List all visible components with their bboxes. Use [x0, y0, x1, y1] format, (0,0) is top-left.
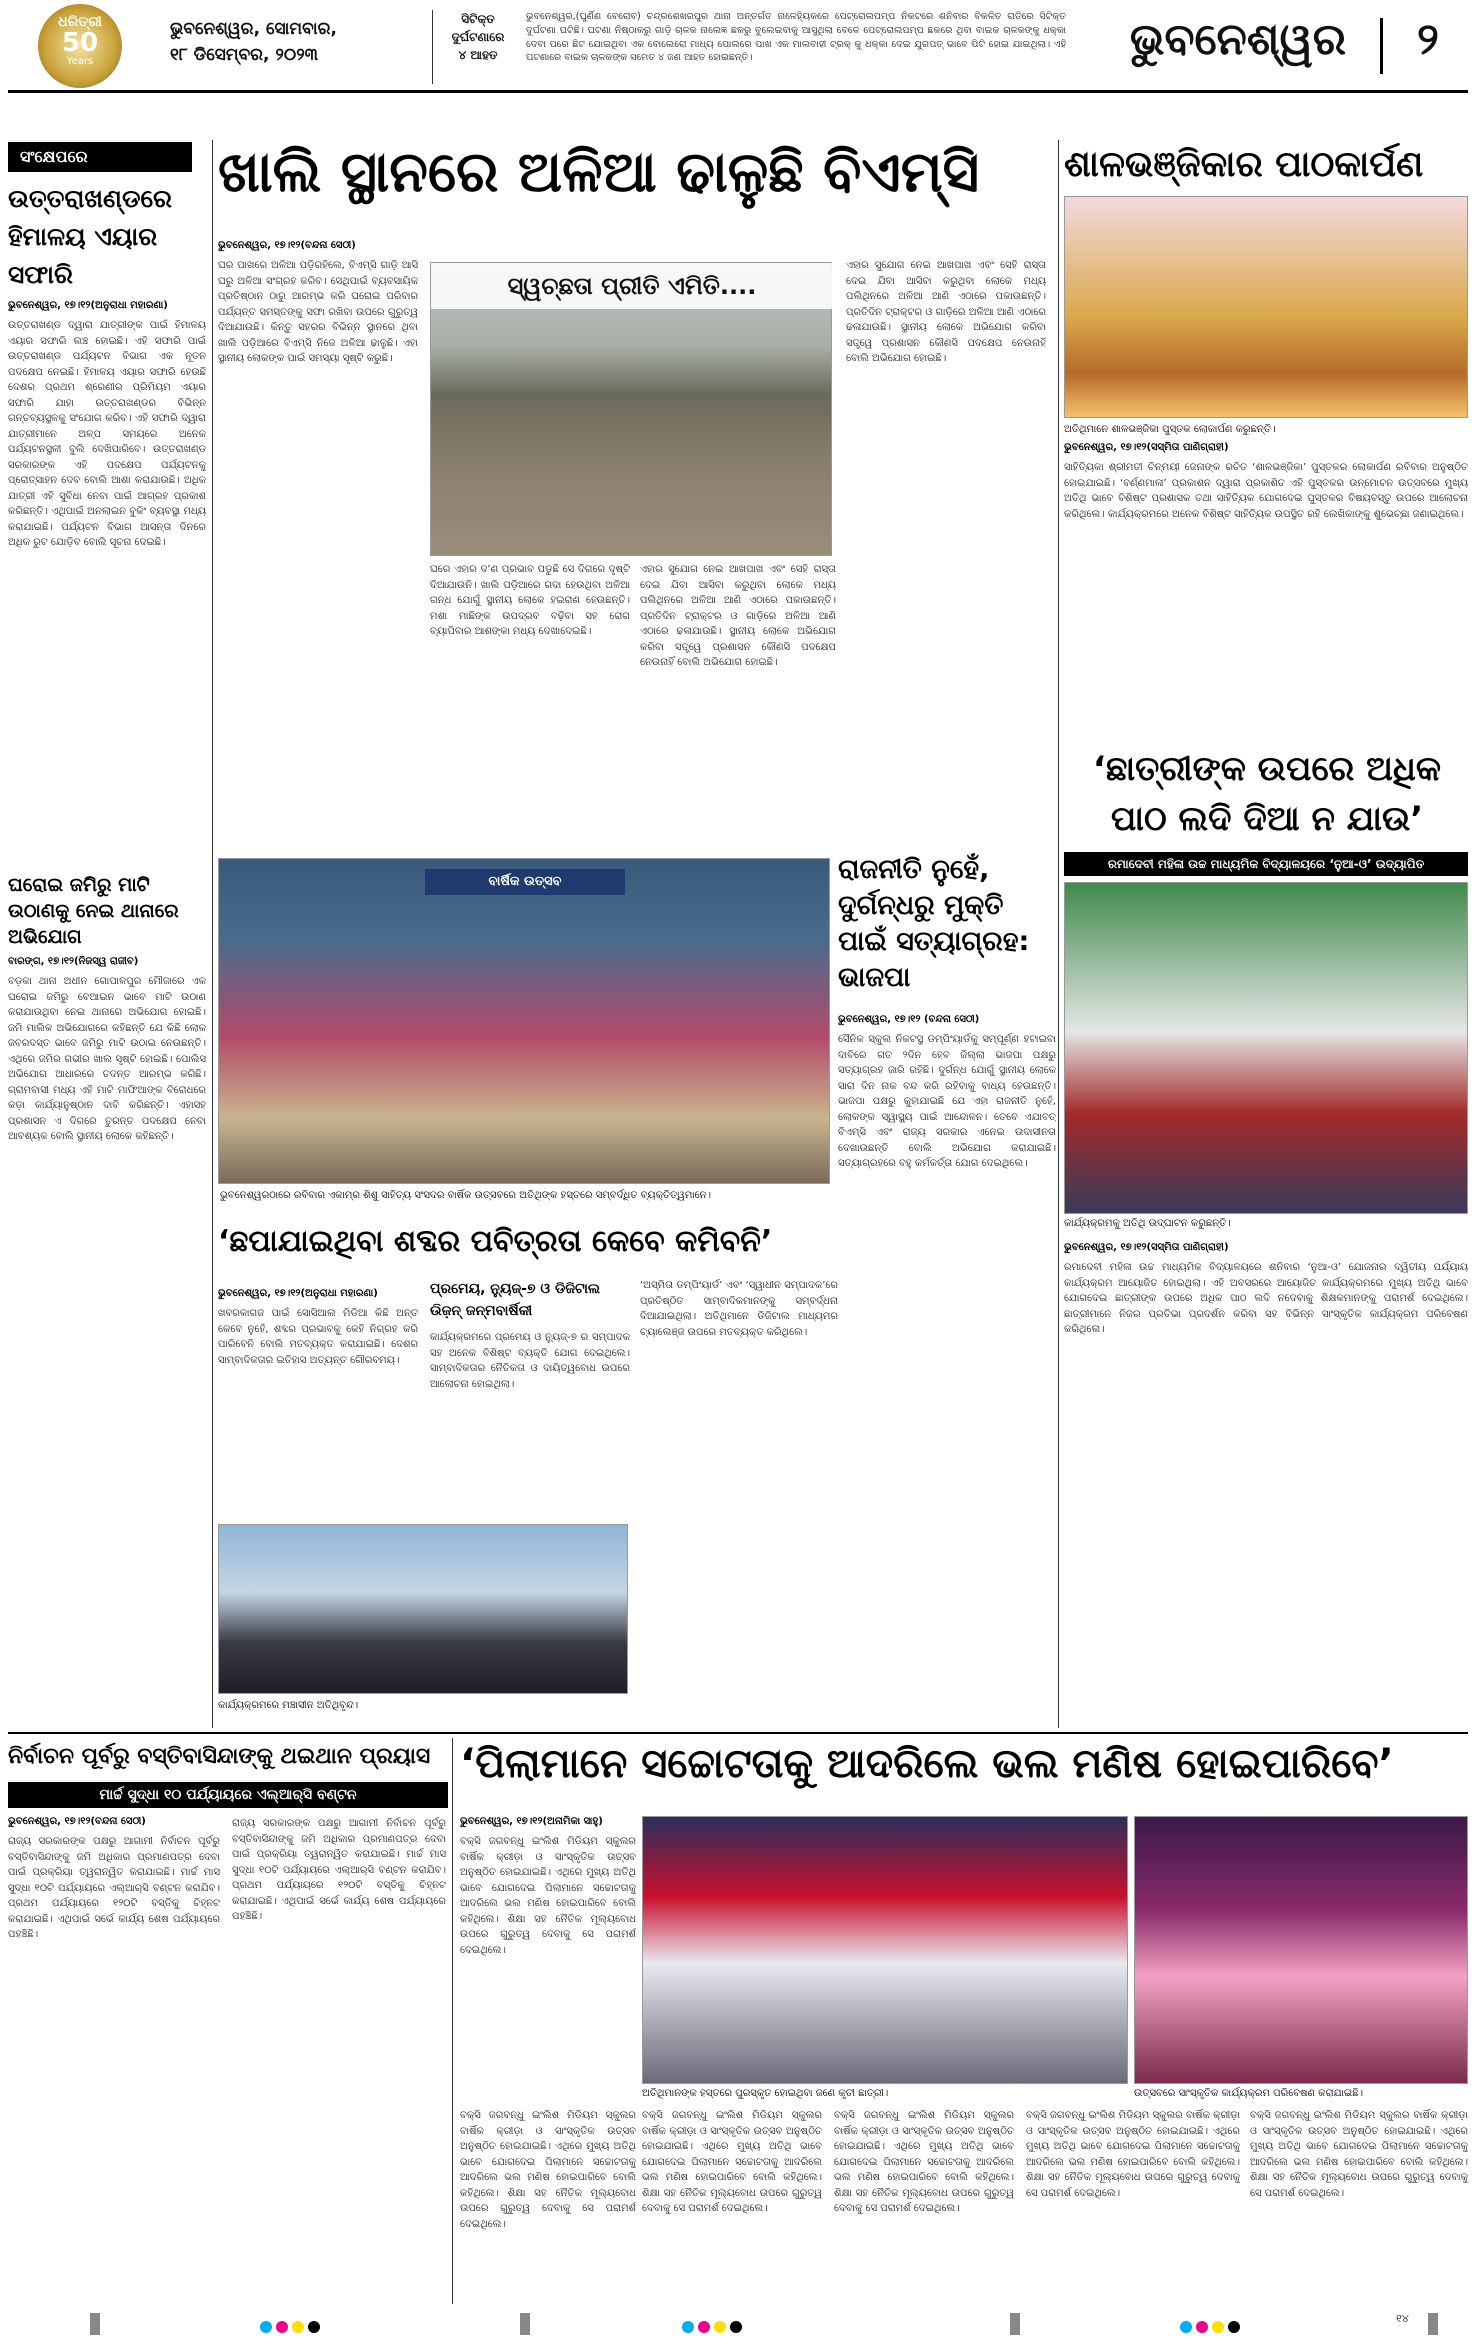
- footer-marks: [0, 2310, 1476, 2338]
- brief-story1-text: ଉତ୍ତରାଖଣ୍ଡ ଦ୍ୱାରା ଯାତ୍ରୀଙ୍କ ପାଇଁ ହିମାଳୟ ଏୟାର ସଫାରି ଲଞ୍ଚ ହୋଇଛି। ଏହି ସଫାରି ପାଇଁ ଉତ୍ତରାଖଣ୍ଡ ପର୍ଯ୍ୟଟନ ବିଭାଗ ଏକ ନୂତନ ପଦକ୍ଷେପ ନେଇଛି। ହିମାଳୟ ଏୟାର ସଫାରି ହେଉଛି ଦେଶର ପ୍ରଥମ ଶ୍ରେଣୀର ପ୍ରିମିୟମ ଏୟାର ସଫାରି ଯାହା ଉତ୍ତରାଖଣ୍ଡର ବିଭିନ୍ନ ଗନ୍ତବ୍ୟସ୍ଥଳକୁ ସଂଯୋଗ କରିବ। ଏହି ସଫାରି ଦ୍ୱାରା ଯାତ୍ରୀମାନେ ଅଳ୍ପ ସମୟରେ ଅନେକ ପର୍ଯ୍ୟଟନସ୍ଥଳୀ ବୁଲି ଦେଖିପାରିବେ। ଉତ୍ତରାଖଣ୍ଡ ସରକାରଙ୍କ ଏହି ପଦକ୍ଷେପ ପର୍ଯ୍ୟଟନକୁ ପ୍ରୋତ୍ସାହନ ଦେବ ବୋଲି ଆଶା କରାଯାଉଛି। ଅଧିକ ଯାତ୍ରୀ ଏହି ସୁବିଧା ନେବା ପାଇଁ ଆଗ୍ରହ ପ୍ରକାଶ କରିଛନ୍ତି। ଏଥିପାଇଁ ଅନଲାଇନ ବୁକିଂ ବ୍ୟବସ୍ଥା ମଧ୍ୟ କରାଯାଇଛି। ପର୍ଯ୍ୟଟନ ବିଭାଗ ଆସନ୍ତା ଦିନରେ ଅଧିକ ରୁଟ ଯୋଡ଼ିବ ବୋଲି ସୂଚନା ଦେଇଛି।: [8, 320, 206, 548]
- word-col2: କାର୍ଯ୍ୟକ୍ରମରେ ପ୍ରମେୟ ଓ ନ୍ୟୁଜ୍-୭ ର ସମ୍ପାଦକ ସହ ଅନେକ ବିଶିଷ୍ଟ ବ୍ୟକ୍ତି ଯୋଗ ଦେଇଥିଲେ। ସାମ୍ବାଦିକତାର ନୈତିକତା ଓ ଦାୟିତ୍ୱବୋଧ ଉପରେ ଆଲୋଚନା ହୋଇଥିଲା।: [430, 1332, 630, 1390]
- section-title: ଭୁବନେଶ୍ୱର: [1129, 14, 1347, 65]
- brief-story1-byline: ଭୁବନେଶ୍ୱର, ୧୭।୧୨(ଅନୁରାଧା ମହାରଣା): [8, 300, 168, 311]
- word-photo-caption: କାର୍ଯ୍ୟକ୍ରମରେ ମଞ୍ଚାସୀନ ଅତିଥିବୃନ୍ଦ।: [218, 1700, 359, 1711]
- lead-right-divider: [1058, 140, 1059, 852]
- election-headline: ନିର୍ବାଚନ ପୂର୍ବରୁ ବସ୍ତିବାସିନ୍ଦାଙ୍କୁ ଥଇଥାନ ପ୍ରୟାସ: [8, 1744, 431, 1769]
- book-caption: ଅତିଥିମାନେ ଶାଳଭଞ୍ଜିକା ପୁସ୍ତକ ଲୋକାର୍ପଣ କରୁଛନ୍ତି।: [1064, 424, 1276, 435]
- lead-headline: ଖାଲି ସ୍ଥାନରେ ଅଳିଆ ଢାଳୁଛି ବିଏମ୍ସି: [218, 140, 980, 205]
- honesty-text-col2: ବକ୍ସି ଜଗବନ୍ଧୁ ଇଂଲିଶ ମିଡିୟମ ସ୍କୁଲର ବାର୍ଷିକ କ୍ରୀଡ଼ା ଓ ସାଂସ୍କୃତିକ ଉତ୍ସବ ଅନୁଷ୍ଠିତ ହୋଇଯାଇଛି। ଏଥିରେ ମୁଖ୍ୟ ଅତିଥି ଭାବେ ଯୋଗଦେଇ ପିଲାମାନେ ସଚ୍ଚୋଟତାକୁ ଆଦରିଲେ ଭଲ ମଣିଷ ହୋଇପାରିବେ ବୋଲି କହିଥିଲେ। ଶିକ୍ଷା ସହ ନୈତିକ ମୂଲ୍ୟବୋଧ ଉପରେ ଗୁରୁତ୍ୱ ଦେବାକୁ ସେ ପରାମର୍ଶ ଦେଇଥିଲେ।: [642, 2110, 822, 2214]
- reg-bar-2: [520, 2313, 530, 2335]
- footer-page-code: ୧୪: [1396, 2312, 1409, 2325]
- lead-col1: ଘର ପାଖରେ ଅଳିଆ ପଡ଼ିରହିଲେ, ବିଏମ୍ସି ଗାଡ଼ି ଆସି ଘରୁ ଅଳିଆ ସଂଗ୍ରହ କରିବ। ସେଥିପାଇଁ ବ୍ୟବସାୟିକ ପ୍ରତିଷ୍ଠାନ ଠାରୁ ଆରମ୍ଭ କରି ଘରୋଇ ପରିବାର ପର୍ଯ୍ୟନ୍ତ ସମସ୍ତଙ୍କୁ ସଫା ରଖିବା ଉପରେ ଗୁରୁତ୍ୱ ଦିଆଯାଉଛି। କିନ୍ତୁ ସହରର ବିଭିନ୍ନ ସ୍ଥାନରେ ଥିବା ଖାଲି ପଡ଼ିଆରେ ବିଏମ୍ସି ନିଜେ ଅଳିଆ ଢାଳୁଛି। ଏହା ସ୍ଥାନୀୟ ଲୋକଙ୍କ ପାଇଁ ସମସ୍ୟା ସୃଷ୍ଟି କରୁଛି।: [218, 260, 418, 364]
- lead-byline: ଭୁବନେଶ୍ୱର, ୧୭।୧୨(ବନ୍ଦନା ସେଠୀ): [218, 240, 356, 251]
- color-dots-1: [258, 2318, 322, 2337]
- honesty-text-col0: ବକ୍ସି ଜଗବନ୍ଧୁ ଇଂଲିଶ ମିଡିୟମ ସ୍କୁଲର ବାର୍ଷିକ କ୍ରୀଡ଼ା ଓ ସାଂସ୍କୃତିକ ଉତ୍ସବ ଅନୁଷ୍ଠିତ ହୋଇଯାଇଛି। ଏଥିରେ ମୁଖ୍ୟ ଅତିଥି ଭାବେ ଯୋଗଦେଇ ପିଲାମାନେ ସଚ୍ଚୋଟତାକୁ ଆଦରିଲେ ଭଲ ମଣିଷ ହୋଇପାରିବେ ବୋଲି କହିଥିଲେ। ଶିକ୍ଷା ସହ ନୈତିକ ମୂଲ୍ୟବୋଧ ଉପରେ ଗୁରୁତ୍ୱ ଦେବାକୁ ସେ ପରାମର୍ଶ ଦେଇଥିଲେ।: [460, 2110, 636, 2230]
- reg-bar-4: [1428, 2313, 1438, 2335]
- brief-tag-line-2: ଦୁର୍ଘଟଣାରେ: [451, 30, 505, 44]
- honesty-headline: ‘ପିଲାମାନେ ସଚ୍ଚୋଟତାକୁ ଆଦରିଲେ ଭଲ ମଣିଷ ହୋଇପାରିବେ’: [460, 1741, 1394, 1787]
- reg-bar-3: [1010, 2313, 1020, 2335]
- word-byline: ଭୁବନେଶ୍ୱର, ୧୭।୧୨(ଅନୁରାଧା ମହାରଣା): [218, 1288, 378, 1299]
- honesty-text-col4: ବକ୍ସି ଜଗବନ୍ଧୁ ଇଂଲିଶ ମିଡିୟମ ସ୍କୁଲର ବାର୍ଷିକ କ୍ରୀଡ଼ା ଓ ସାଂସ୍କୃତିକ ଉତ୍ସବ ଅନୁଷ୍ଠିତ ହୋଇଯାଇଛି। ଏଥିରେ ମୁଖ୍ୟ ଅତିଥି ଭାବେ ଯୋଗଦେଇ ପିଲାମାନେ ସଚ୍ଚୋଟତାକୁ ଆଦରିଲେ ଭଲ ମଣିଷ ହୋଇପାରିବେ ବୋଲି କହିଥିଲେ। ଶିକ୍ଷା ସହ ନୈତିକ ମୂଲ୍ୟବୋଧ ଉପରେ ଗୁରୁତ୍ୱ ଦେବାକୁ ସେ ପରାମର୍ଶ ଦେଇଥିଲେ।: [1026, 2110, 1240, 2199]
- honesty-text: ବକ୍ସି ଜଗବନ୍ଧୁ ଇଂଲିଶ ମିଡିୟମ ସ୍କୁଲର ବାର୍ଷିକ କ୍ରୀଡ଼ା ଓ ସାଂସ୍କୃତିକ ଉତ୍ସବ ଅନୁଷ୍ଠିତ ହୋଇଯାଇଛି। ଏଥିରେ ମୁଖ୍ୟ ଅତିଥି ଭାବେ ଯୋଗଦେଇ ପିଲାମାନେ ସଚ୍ଚୋଟତାକୁ ଆଦରିଲେ ଭଲ ମଣିଷ ହୋଇପାରିବେ ବୋଲି କହିଥିଲେ। ଶିକ୍ଷା ସହ ନୈତିକ ମୂଲ୍ୟବୋଧ ଉପରେ ଗୁରୁତ୍ୱ ଦେବାକୁ ସେ ପରାମର୍ଶ ଦେଇଥିଲେ।: [460, 1836, 636, 1956]
- students-photo: [1064, 882, 1468, 1214]
- brief-story2-text: ବଡ଼କା ଥାନା ଅଧୀନ ଗୋପାଳପୁର ମୌଜାରେ ଏକ ଘରୋଇ ଜମିରୁ ବେଆଇନ ଭାବେ ମାଟି ଉଠାଣ କରାଯାଉଥିବା ନେଇ ଥାନାରେ ଅଭିଯୋଗ ହୋଇଛି। ଜମି ମାଲିକ ଅଭିଯୋଗରେ କହିଛନ୍ତି ଯେ କିଛି ଲୋକ ଜବରଦସ୍ତ ଭାବେ ଜମିରୁ ମାଟି ଉଠାଇ ନେଉଛନ୍ତି। ଏଥିରେ ଜମିର ଗଭୀର ଖାଲ ସୃଷ୍ଟି ହୋଇଛି। ପୋଲିସ ଅଭିଯୋଗ ଆଧାରରେ ତଦନ୍ତ ଆରମ୍ଭ କରିଛି। ଗ୍ରାମବାସୀ ମଧ୍ୟ ଏହି ମାଟି ମାଫିଆଙ୍କ ବିରୋଧରେ କଡ଼ା କାର୍ଯ୍ୟାନୁଷ୍ଠାନ ଦାବି କରିଛନ୍ତି। ଏହାସହ ପ୍ରଶାସନ ଏ ଦିଗରେ ତୁରନ୍ତ ପଦକ୍ଷେପ ନେବା ଆବଶ୍ୟକ ବୋଲି ସ୍ଥାନୀୟ ଲୋକେ କହିଛନ୍ତି।: [8, 976, 206, 1142]
- masthead-bottom-rule: [8, 90, 1468, 93]
- brief-story2-headline: ଘରୋଇ ଜମିରୁ ମାଟି ଉଠାଣକୁ ନେଇ ଥାନାରେ ଅଭିଯୋଗ: [8, 874, 179, 948]
- book-byline: ଭୁବନେଶ୍ୱର, ୧୭।୧୨(ସସ୍ମିତା ପାଣିଗ୍ରାହୀ): [1064, 442, 1229, 453]
- students-caption: କାର୍ଯ୍ୟକ୍ରମକୁ ଅତିଥି ଉଦ୍‌ଘାଟନ କରୁଛନ୍ତି।: [1064, 1218, 1231, 1229]
- logo-title: ଧରିତ୍ରୀ: [58, 14, 102, 30]
- brief-tag-line-3: ୪ ଆହତ: [458, 48, 498, 62]
- masthead-brief-tag: [440, 10, 516, 64]
- color-dots-3: [1178, 2318, 1242, 2337]
- election-strap: ମାର୍ଚ୍ଚ ସୁଦ୍ଧା ୧୦ ପର୍ଯ୍ୟାୟରେ ଏଲ୍‌ଆର୍‌ସି ବଣ୍ଟନ: [8, 1782, 448, 1808]
- logo-number: 50: [61, 28, 99, 58]
- award-caption: ଭୁବନେଶ୍ୱରଠାରେ ରବିବାର ଏକାମ୍ର ଶିଶୁ ସାହିତ୍ୟ ସଂସଦର ବାର୍ଷିକ ଉତ୍ସବରେ ଅତିଥିଙ୍କ ହସ୍ତରେ ସମ୍ବର୍ଦ୍ଧିତ ବ୍ୟକ୍ତିତ୍ୱମାନେ।: [220, 1190, 711, 1201]
- brief-column-divider: [212, 140, 213, 1728]
- book-headline: ଶାଳଭଞ୍ଜିକାର ପାଠକାର୍ପଣ: [1064, 144, 1424, 185]
- brief-tag: ସଂକ୍ଷେପରେ: [8, 142, 192, 172]
- logo-years: Years: [66, 56, 94, 67]
- book-photo: [1064, 196, 1468, 418]
- students-strap: ରମାଦେବୀ ମହିଳା ଉଚ୍ଚ ମାଧ୍ୟମିକ ବିଦ୍ୟାଳୟରେ ‘ନୁଆ-ଓ’ ଉଦ୍ୟାପିତ: [1064, 852, 1468, 876]
- honesty-photo-2: [1134, 1816, 1468, 2084]
- word-photo: [218, 1524, 628, 1694]
- students-byline: ଭୁବନେଶ୍ୱର, ୧୭।୧୨(ସସ୍ମିତା ପାଣିଗ୍ରାହୀ): [1064, 1242, 1229, 1253]
- lead-col3: ଏହାର ସୁଯୋଗ ନେଇ ଆଖପାଖ ଏବଂ ସେହି ରାସ୍ତା ଦେଇ ଯିବା ଆସିବା କରୁଥିବା ଲୋକେ ମଧ୍ୟ ପଲିଥିନରେ ଅଳିଆ ଆଣି ଏଠାରେ ପକାଉଛନ୍ତି। ପ୍ରତିଦିନ ଟ୍ରାକ୍ଟର ଓ ଗାଡ଼ିରେ ଅଳିଆ ଆଣି ଏଠାରେ ଢଳାଯାଉଛି। ସ୍ଥାନୀୟ ଲୋକେ ଅଭିଯୋଗ କରିବା ସତ୍ତ୍ୱେ ପ୍ରଶାସନ କୌଣସି ପଦକ୍ଷେପ ନେଉନାହିଁ ବୋଲି ଅଭିଯୋଗ ହୋଇଛି।: [640, 564, 836, 668]
- masthead-title-divider: [1380, 18, 1383, 74]
- students-text: ରମାଦେବୀ ମହିଳା ଉଚ୍ଚ ମାଧ୍ୟମିକ ବିଦ୍ୟାଳୟରେ ଶନିବାର ‘ନୁଆ-ଓ’ ଯୋଜନାର ଦ୍ୱିତୀୟ ପର୍ଯ୍ୟାୟ କାର୍ଯ୍ୟକ୍ରମ ଆୟୋଜିତ ହୋଇଥିଲା। ଏହି ଅବସରରେ ଆୟୋଜିତ କାର୍ଯ୍ୟକ୍ରମରେ ମୁଖ୍ୟ ଅତିଥି ଭାବେ ଯୋଗଦେଇ ଛାତ୍ରୀଙ୍କ ଉପରେ ଅଧିକ ପାଠ ଲଦି ନଦେବାକୁ ଶିକ୍ଷକମାନଙ୍କୁ ପରାମର୍ଶ ଦେଇଥିଲେ। ଛାତ୍ରୀମାନେ ନିଜର ପ୍ରତିଭା ପ୍ରଦର୍ଶନ କରିବା ସହ ବିଭିନ୍ନ ସାଂସ୍କୃତିକ କାର୍ଯ୍ୟକ୍ରମ ପରିବେଷଣ କରିଥିଲେ।: [1064, 1262, 1468, 1335]
- book-text: ସାହିତ୍ୟିକା ଶ୍ରୀମତୀ ଚିନ୍ମୟୀ ଜେନାଙ୍କ ରଚିତ ‘ଶାଳଭଞ୍ଜିକା’ ପୁସ୍ତକର ଲୋକାର୍ପଣ ରବିବାର ଅନୁଷ୍ଠିତ ହୋଇଯାଇଛି। ‘ବର୍ଣ୍ଣମାଳା’ ପ୍ରକାଶନ ଦ୍ୱାରା ପ୍ରକାଶିତ ଏହି ପୁସ୍ତକର ଉନ୍ମୋଚନ ଉତ୍ସବରେ ମୁଖ୍ୟ ଅତିଥି ଭାବେ ବିଶିଷ୍ଟ ପ୍ରଶାସକ ତଥା ସାହିତ୍ୟିକ ଯୋଗଦେଇ ପୁସ୍ତକର ବିଷୟବସ୍ତୁ ଉପରେ ଆଲୋଚନା କରିଥିଲେ। କାର୍ଯ୍ୟକ୍ରମରେ ଅନେକ ବିଶିଷ୍ଟ ସାହିତ୍ୟିକ ଉପସ୍ଥିତ ରହି ଲେଖିକାଙ୍କୁ ଶୁଭେଚ୍ଛା ଜଣାଇଥିଲେ।: [1064, 462, 1468, 520]
- bottom-section-rule: [8, 1732, 1468, 1734]
- lead-photo: [430, 262, 832, 556]
- word-col3: ‘ଅସ୍ମିତା ଡମ୍ପିଂୟାର୍ଡ’ ଏବଂ ‘ସ୍ୱାଧୀନ ସମ୍ପାଦକ’ରେ ପ୍ରତିଷ୍ଠିତ ସାମ୍ବାଦିକମାନଙ୍କୁ ସମ୍ବର୍ଦ୍ଧନା ଦିଆଯାଇଥିଲା। ଅତିଥିମାନେ ଡିଜିଟାଲ ମାଧ୍ୟମର ଚ୍ୟାଲେଞ୍ଜ ଉପରେ ମତବ୍ୟକ୍ତ କରିଥିଲେ।: [640, 1280, 838, 1338]
- election-byline: ଭୁବନେଶ୍ୱର, ୧୭।୧୨(ବନ୍ଦନା ସେଠୀ): [8, 1816, 146, 1827]
- award-banner: ବାର୍ଷିକ ଉତ୍ସବ: [425, 869, 625, 895]
- award-photo: [218, 858, 830, 1184]
- date-line-1: ଭୁବନେଶ୍ୱର, ସୋମବାର,: [170, 19, 337, 39]
- masthead: [0, 0, 1476, 92]
- anniversary-logo: [38, 4, 122, 88]
- word-headline: ‘ଛପାଯାଇଥିବା ଶବ୍ଦର ପବିତ୍ରତା କେବେ କମିବନି’: [218, 1224, 773, 1259]
- bjp-byline: ଭୁବନେଶ୍ୱର, ୧୭।୧୨ (ବନ୍ଦନା ସେଠୀ): [838, 1014, 980, 1025]
- election-text: ରାଜ୍ୟ ସରକାରଙ୍କ ପକ୍ଷରୁ ଆଗାମୀ ନିର୍ବାଚନ ପୂର୍ବରୁ ବସ୍ତିବାସିନ୍ଦାଙ୍କୁ ଜମି ଅଧିକାର ପ୍ରମାଣପତ୍ର ଦେବା ପାଇଁ ପ୍ରକ୍ରିୟା ତ୍ୱରାନ୍ୱିତ କରାଯାଇଛି। ମାର୍ଚ୍ଚ ମାସ ସୁଦ୍ଧା ୧୦ଟି ପର୍ଯ୍ୟାୟରେ ଏଲ୍‌ଆର୍‌ସି ବଣ୍ଟନ କରାଯିବ। ପ୍ରଥମ ପର୍ଯ୍ୟାୟରେ ୧୨୦ଟି ବସ୍ତିକୁ ଚିହ୍ନଟ କରାଯାଇଛି। ଏଥିପାଇଁ ସର୍ଭେ କାର୍ଯ୍ୟ ଶେଷ ପର୍ଯ୍ୟାୟରେ ପହଞ୍ଚିଛି।: [8, 1836, 220, 1940]
- lead-col2: ଘରେ ଏହାର ଦ’ଣ ପ୍ରଭାବ ପଡୁଛି ସେ ଦିଗରେ ଦୃଷ୍ଟି ଦିଆଯାଉନି। ଖାଲି ପଡ଼ିଆରେ ଗଦା ହେଉଥିବା ଅଳିଆ ଗନ୍ଧ ଯୋଗୁଁ ସ୍ଥାନୀୟ ଲୋକେ ହଇରାଣ ହେଉଛନ୍ତି। ମଶା ମାଛିଙ୍କ ଉପଦ୍ରବ ବଢ଼ିବା ସହ ରୋଗ ବ୍ୟାପିବାର ଆଶଙ୍କା ମଧ୍ୟ ଦେଖାଦେଇଛି।: [430, 564, 630, 637]
- students-headline: ‘ଛାତ୍ରୀଙ୍କ ଉପରେ ଅଧିକ ପାଠ ଲଦି ଦିଆ ନ ଯାଉ’: [1092, 749, 1442, 839]
- word-col1: ଖବରକାଗଜ ପାଇଁ ସୋସିଆଲ ମିଡିଆ କିଛି ଅନ୍ତ କେବେ ନୁହେଁ, ଶବ୍ଦର ପ୍ରଭାବକୁ କେହି ନିଗ୍ରହ କରି ପାରିବେନି ବୋଲି ମତବ୍ୟକ୍ତ କରାଯାଇଛି। ଦେଶର ସାମ୍ବାଦିକତାର ଇତିହାସ ଅତ୍ୟନ୍ତ ଗୌରବମୟ।: [218, 1308, 418, 1366]
- bottom-divider: [452, 1738, 453, 2304]
- brief-story2-byline: ବାରଙ୍ଗ, ୧୭।୧୨(ନିଜସ୍ୱ ରାଜୀବ): [8, 956, 139, 967]
- date-line-2: ୧୮ ଡିସେମ୍ବର, ୨୦୨୩: [170, 45, 319, 65]
- page-number: ୨: [1417, 14, 1439, 65]
- honesty-text-col3: ବକ୍ସି ଜଗବନ୍ଧୁ ଇଂଲିଶ ମିଡିୟମ ସ୍କୁଲର ବାର୍ଷିକ କ୍ରୀଡ଼ା ଓ ସାଂସ୍କୃତିକ ଉତ୍ସବ ଅନୁଷ୍ଠିତ ହୋଇଯାଇଛି। ଏଥିରେ ମୁଖ୍ୟ ଅତିଥି ଭାବେ ଯୋଗଦେଇ ପିଲାମାନେ ସଚ୍ଚୋଟତାକୁ ଆଦରିଲେ ଭଲ ମଣିଷ ହୋଇପାରିବେ ବୋଲି କହିଥିଲେ। ଶିକ୍ଷା ସହ ନୈତିକ ମୂଲ୍ୟବୋଧ ଉପରେ ଗୁରୁତ୍ୱ ଦେବାକୁ ସେ ପରାମର୍ଶ ଦେଇଥିଲେ।: [834, 2110, 1014, 2214]
- masthead-brief-text: ଭୁବନେଶ୍ୱର,(ଘୁର୍ଣିଣ ବେରୋବ) ଚନ୍ଦ୍ରଶେଖରପୁର ଥାନା ଅନ୍ତର୍ଗତ ନାଳେହ୍ୟିକରେ ପେଟ୍ରୋଲପମ୍ପ ନିକଟରେ ଶନିବାର ବିକଳିତ ରାତିରେ ସିଟିକ୍ତ ଦୁର୍ଘଟଣା ଘଟିଛି। ଘଟଣା ନିଷ୍ଠାକରୁ ଗାଡ଼ି ଚାଳକ ନାଲେଜ୍ଞ ଛକରୁ ବୁଲେଇବାକୁ ଆସୁଥିଲା ବେଳେ ପେଟ୍ରୋଲପମ୍ପ ଛକରେ ଥିବା ବାଇକ ଚାଳକଙ୍କୁ ଧକ୍କା ଦେବା ପରେ ଛିଟ ଯୋଇଥିବା ଏକ ବୋଲେରୋ ମାଧ୍ୟ ପୋଲରେ ପାଖ ଏକ ମାଲବାହୀ ଟ୍ରକ୍ କୁ ଧକ୍କା ଦେଇ ଯୁଗପତ୍ ଭାବେ ପିଟି ହୋଇ ଯାଇଥିଲା। ଏହି ଘଟଣାରେ ବାଇକ ଚାଳକଙ୍କ ସମେତ ୪ ଜଣ ଆହତ ହୋଇଛନ୍ତି।: [526, 11, 1066, 64]
- reg-bar-1: [90, 2313, 100, 2335]
- word-subhead: ପ୍ରମେୟ, ନ୍ୟୁଜ୍-୭ ଓ ଡିଜିଟାଲ ଉିଜ଼ନ୍ ଜନ୍ମବାର୍ଷିକୀ: [430, 1281, 601, 1319]
- honesty-caption-2: ଉତ୍ସବରେ ସାଂସ୍କୃତିକ କାର୍ଯ୍ୟକ୍ରମ ପରିବେଷଣ କରାଯାଇଛି।: [1134, 2088, 1364, 2099]
- brief-tag-line-1: ସିଟିକ୍ତ: [461, 12, 495, 26]
- lead-photo-tag: ସ୍ୱଚ୍ଛତା ପ୍ରୀତି ଏମିତି....: [431, 263, 833, 309]
- honesty-photo-1: [642, 1816, 1128, 2084]
- election-text-col2: ରାଜ୍ୟ ସରକାରଙ୍କ ପକ୍ଷରୁ ଆଗାମୀ ନିର୍ବାଚନ ପୂର୍ବରୁ ବସ୍ତିବାସିନ୍ଦାଙ୍କୁ ଜମି ଅଧିକାର ପ୍ରମାଣପତ୍ର ଦେବା ପାଇଁ ପ୍ରକ୍ରିୟା ତ୍ୱରାନ୍ୱିତ କରାଯାଇଛି। ମାର୍ଚ୍ଚ ମାସ ସୁଦ୍ଧା ୧୦ଟି ପର୍ଯ୍ୟାୟରେ ଏଲ୍‌ଆର୍‌ସି ବଣ୍ଟନ କରାଯିବ। ପ୍ରଥମ ପର୍ଯ୍ୟାୟରେ ୧୨୦ଟି ବସ୍ତିକୁ ଚିହ୍ନଟ କରାଯାଇଛି। ଏଥିପାଇଁ ସର୍ଭେ କାର୍ଯ୍ୟ ଶେଷ ପର୍ଯ୍ୟାୟରେ ପହଞ୍ଚିଛି।: [232, 1818, 446, 1922]
- honesty-byline: ଭୁବନେଶ୍ୱର, ୧୭।୧୨(ଅନାମିକା ସାହୁ): [460, 1816, 603, 1827]
- date-block: [170, 16, 410, 68]
- bjp-text: ସୈନିକ ସ୍କୁଲ ନିକଟସ୍ଥ ଡମ୍ପିଂୟାର୍ଡକୁ ସମ୍ପୂର୍ଣ୍ଣ ହଟାଇବା ଦାବିରେ ଗତ ୨ଦିନ ହେବ ଜିଲ୍ଲା ଭାଜପା ପକ୍ଷରୁ ସତ୍ୟାଗ୍ରହ ଜାରି ରହିଛି। ଦୁର୍ଗନ୍ଧ ଯୋଗୁଁ ସ୍ଥାନୀୟ ଲୋକେ ସାରା ଦିନ ନାକ ବନ୍ଦ କରି ରହିବାକୁ ବାଧ୍ୟ ହେଉଛନ୍ତି। ଭାଜପା ପକ୍ଷରୁ କୁହାଯାଇଛି ଯେ ଏହା ରାଜନୀତି ନୁହେଁ, ଲୋକଙ୍କ ସ୍ୱାସ୍ଥ୍ୟ ପାଇଁ ଆନ୍ଦୋଳନ। ତେବେ ଏଯାବତ୍ ବିଏମ୍ସି ଏବଂ ରାଜ୍ୟ ସରକାର ଏନେଇ ଉଦାସୀନତା ଦେଖାଉଛନ୍ତି ବୋଲି ଅଭିଯୋଗ କରାଯାଇଛି। ସତ୍ୟାଗ୍ରହରେ ବହୁ କର୍ମକର୍ତ୍ତା ଯୋଗ ଦେଇଥିଲେ।: [838, 1034, 1056, 1169]
- masthead-divider: [432, 10, 433, 84]
- lead-col4: ଏହାର ସୁଯୋଗ ନେଇ ଆଖପାଖ ଏବଂ ସେହି ରାସ୍ତା ଦେଇ ଯିବା ଆସିବା କରୁଥିବା ଲୋକେ ମଧ୍ୟ ପଲିଥିନରେ ଅଳିଆ ଆଣି ଏଠାରେ ପକାଉଛନ୍ତି। ପ୍ରତିଦିନ ଟ୍ରାକ୍ଟର ଓ ଗାଡ଼ିରେ ଅଳିଆ ଆଣି ଏଠାରେ ଢଳାଯାଉଛି। ସ୍ଥାନୀୟ ଲୋକେ ଅଭିଯୋଗ କରିବା ସତ୍ତ୍ୱେ ପ୍ରଶାସନ କୌଣସି ପଦକ୍ଷେପ ନେଉନାହିଁ ବୋଲି ଅଭିଯୋଗ ହୋଇଛି।: [846, 260, 1046, 364]
- bjp-headline: ରାଜନୀତି ନୁହେଁ, ଦୁର୍ଗନ୍ଧରୁ ମୁକ୍ତି ପାଇଁ ସତ୍ୟାଗ୍ରହ: ଭାଜପା: [838, 854, 1030, 993]
- color-dots-2: [680, 2318, 744, 2337]
- honesty-caption-1: ଅତିଥିମାନଙ୍କ ହସ୍ତରେ ପୁରସ୍କୃତ ହୋଇଥିବା ଜଣେ କୃତୀ ଛାତ୍ରୀ।: [642, 2088, 889, 2099]
- brief-story1-headline: ଉତ୍ତରାଖଣ୍ଡରେ ହିମାଳୟ ଏୟାର ସଫାରି: [8, 184, 172, 289]
- honesty-text-col5: ବକ୍ସି ଜଗବନ୍ଧୁ ଇଂଲିଶ ମିଡିୟମ ସ୍କୁଲର ବାର୍ଷିକ କ୍ରୀଡ଼ା ଓ ସାଂସ୍କୃତିକ ଉତ୍ସବ ଅନୁଷ୍ଠିତ ହୋଇଯାଇଛି। ଏଥିରେ ମୁଖ୍ୟ ଅତିଥି ଭାବେ ଯୋଗଦେଇ ପିଲାମାନେ ସଚ୍ଚୋଟତାକୁ ଆଦରିଲେ ଭଲ ମଣିଷ ହୋଇପାରିବେ ବୋଲି କହିଥିଲେ। ଶିକ୍ଷା ସହ ନୈତିକ ମୂଲ୍ୟବୋଧ ଉପରେ ଗୁରୁତ୍ୱ ଦେବାକୁ ସେ ପରାମର୍ଶ ଦେଇଥିଲେ।: [1250, 2110, 1468, 2199]
- right-column-divider: [1058, 852, 1059, 1728]
